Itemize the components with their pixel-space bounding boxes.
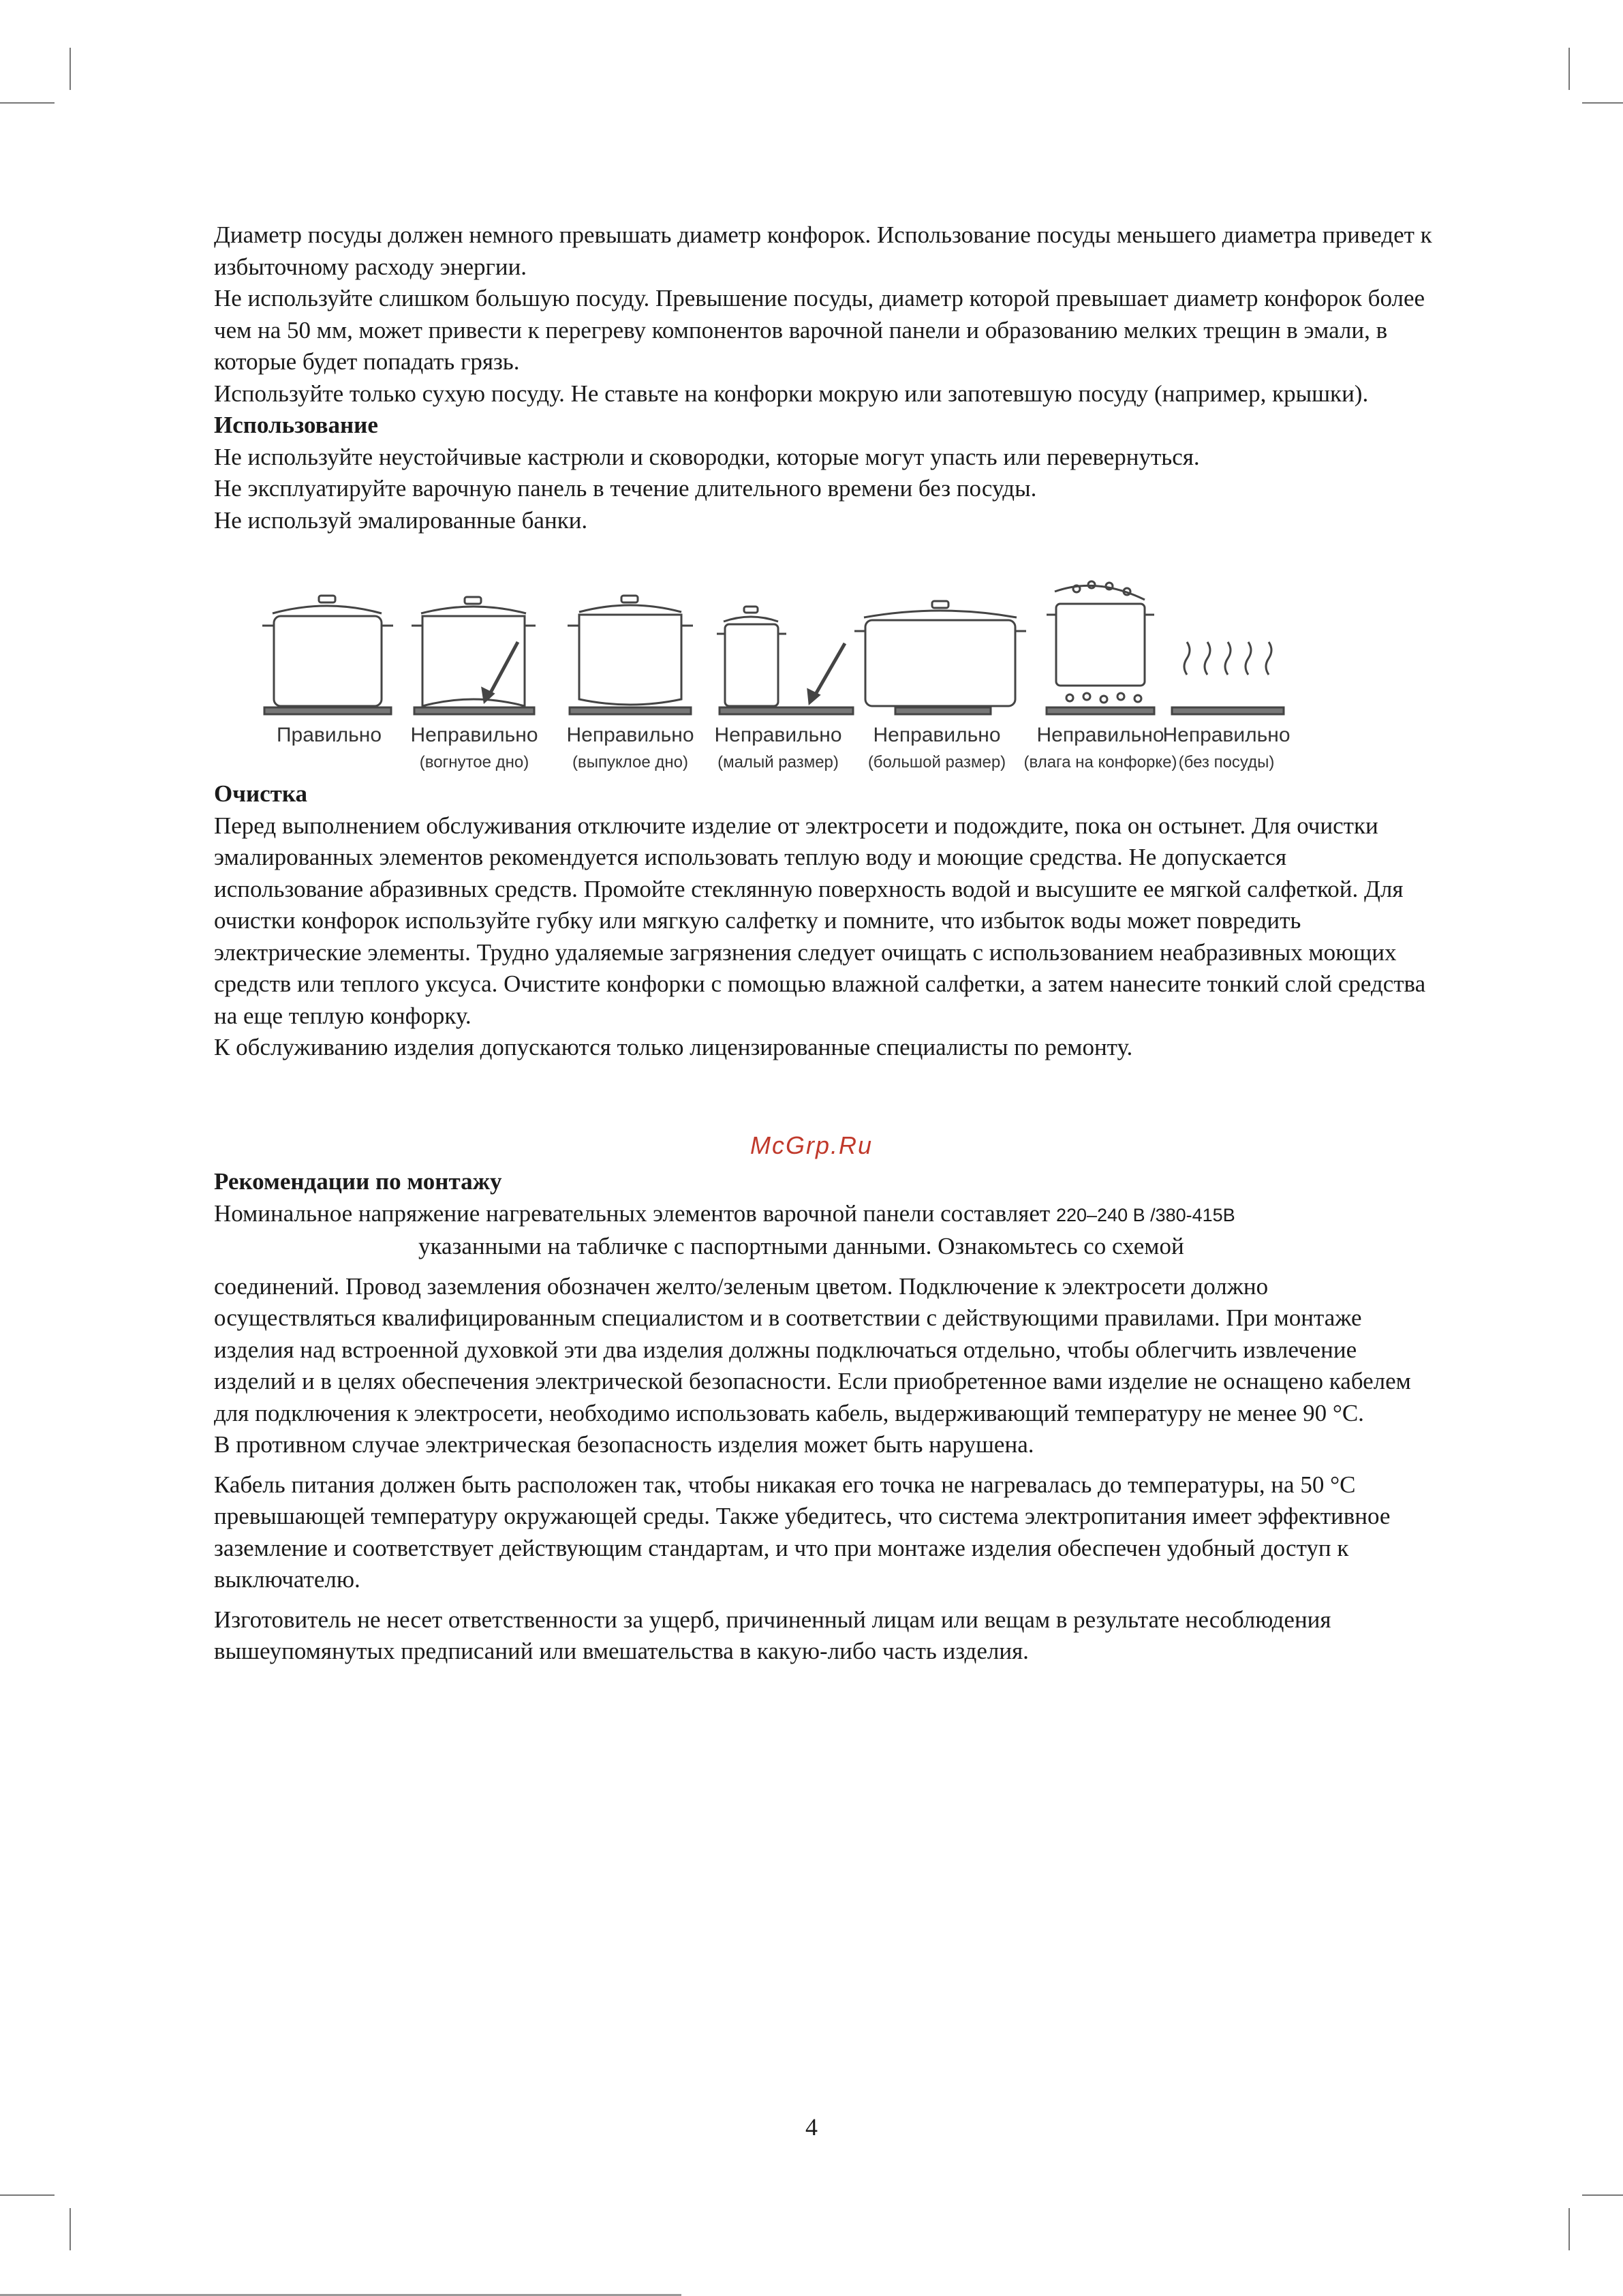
- figure-label: Правильно: [276, 724, 382, 746]
- convex-bottom-figure: [568, 596, 693, 714]
- voltage-intro: Номинальное напряжение нагревательных элементов варочной панели составляет: [214, 1199, 1056, 1227]
- large-size-figure: [854, 601, 1026, 714]
- spacer: [214, 1596, 1434, 1604]
- paragraph: К обслуживанию изделия допускаются только лицензированные специалисты по ремонту.: [214, 1034, 1133, 1060]
- crop-mark: [1582, 102, 1623, 104]
- installation-section: [214, 1166, 1434, 1668]
- crop-mark: [69, 48, 71, 90]
- page-number: 4: [805, 2113, 818, 2141]
- crop-mark: [1582, 2194, 1623, 2196]
- spacer: [214, 1461, 1434, 1469]
- no-cookware-figure: [1172, 642, 1284, 714]
- section-heading-usage: Использование: [214, 412, 378, 438]
- spacer: [214, 1263, 1434, 1271]
- paragraph: Кабель питания должен быть расположен так, чтобы никакая его точка не нагревалась до температуры, на 50 °С превышающей температуру окружающей среды. Также убедитесь, что система электропитания имеет эффективное заземление и соответствует действующим стандартам, и что при монтаже изделия обеспечен удобный доступ к выключателю.: [214, 1471, 1391, 1593]
- voltage-value: 220–240 В /380-415В: [1055, 1204, 1235, 1225]
- figure-label: Неправильно: [714, 724, 842, 746]
- crop-mark: [1568, 48, 1570, 90]
- figure-note: (без посуды): [1178, 753, 1275, 771]
- cookware-illustration: [259, 572, 1342, 777]
- top-text-block: [214, 219, 1434, 536]
- paragraph: Не используй эмалированные банки.: [214, 506, 588, 534]
- paragraph: указанными на табличке с паспортными данными. Ознакомьтесь со схемой: [418, 1233, 1184, 1259]
- crop-mark: [0, 102, 55, 104]
- figure-label: Неправильно: [1162, 724, 1290, 746]
- paragraph: Изготовитель не несет ответственности за ущерб, причиненный лицам или вещам в результате несоблюдения вышеупомянутых предписаний или вмешательства в какую-либо часть изделия.: [214, 1606, 1331, 1664]
- figure-note: (малый размер): [717, 753, 839, 771]
- figure-note: (большой размер): [867, 753, 1006, 771]
- concave-bottom-figure: [412, 597, 536, 714]
- paragraph: Не используйте неустойчивые кастрюли и сковородки, которые могут упасть или перевернуться.: [214, 443, 1200, 470]
- small-size-figure: [717, 607, 853, 714]
- paragraph: Перед выполнением обслуживания отключите изделие от электросети и подождите, пока он остынет. Для очистки эмалированных элементов рекомендуется использовать теплую воду и моющие средства. Не допускается использование абразивных средств. Промойте стеклянную поверхность водой и высушите ее мягкой салфеткой. Для очистки конфорок используйте губку или мягкую салфетку и помните, что избыток воды может повредить электрические элементы. Трудно удаляемые загрязнения следует очищать с использованием неабразивных моющих средств или теплого уксуса. Очистите конфорки с помощью влажной салфетки, а затем нанесите тонкий слой средства на еще теплую конфорку.: [214, 812, 1426, 1029]
- paragraph: Не используйте слишком большую посуду. Превышение посуды, диаметр которой превышает диаметр конфорок более чем на 50 мм, может привести к перегреву компонентов варочной панели и образованию мелких трещин в эмали, в которые будет попадать грязь.: [214, 285, 1425, 375]
- cleaning-section: [214, 778, 1434, 1064]
- paragraph: Диаметр посуды должен немного превышать диаметр конфорок. Использование посуды меньшего диаметра приведет к избыточному расходу энергии.: [214, 221, 1432, 280]
- section-heading-cleaning: Очистка: [214, 780, 307, 807]
- section-heading-installation: Рекомендации по монтажу: [214, 1168, 502, 1195]
- paragraph: [214, 1198, 1434, 1231]
- paragraph: соединений. Провод заземления обозначен желто/зеленым цветом. Подключение к электросети должно осуществляться квалифицированным специалистом и в соответствии с действующими правилами. При монтаже изделия над встроенной духовкой эти два изделия должны подключаться отдельно, чтобы облегчить извлечение изделий и в целях обеспечения электрической безопасности. Если приобретенное вами изделие не оснащено кабелем для подключения к электросети, необходимо использовать кабель, выдерживающий температуру не менее 90 °С.: [214, 1272, 1411, 1426]
- figure-note: (вогнутое дно): [419, 753, 529, 771]
- figure-label: Неправильно: [410, 724, 538, 746]
- watermark: McGrp.Ru: [749, 1131, 874, 1159]
- crop-mark: [69, 2208, 71, 2250]
- correct-pot-figure: [262, 596, 393, 714]
- figure-label: Неправильно: [873, 724, 1001, 746]
- figure-note: (выпуклое дно): [572, 753, 688, 771]
- crop-mark: [0, 2194, 55, 2196]
- figure-note: (влага на конфорке): [1023, 753, 1177, 771]
- paragraph: Не эксплуатируйте варочную панель в течение длительного времени без посуды.: [214, 475, 1037, 502]
- crop-mark: [1568, 2208, 1570, 2250]
- paragraph: Используйте только сухую посуду. Не ставьте на конфорки мокрую или запотевшую посуду (например, крышки).: [214, 380, 1369, 407]
- figure-label: Неправильно: [566, 724, 694, 746]
- figure-label: Неправильно: [1036, 724, 1164, 746]
- paragraph: В противном случае электрическая безопасность изделия может быть нарушена.: [214, 1431, 1034, 1458]
- moisture-figure: [1047, 581, 1154, 714]
